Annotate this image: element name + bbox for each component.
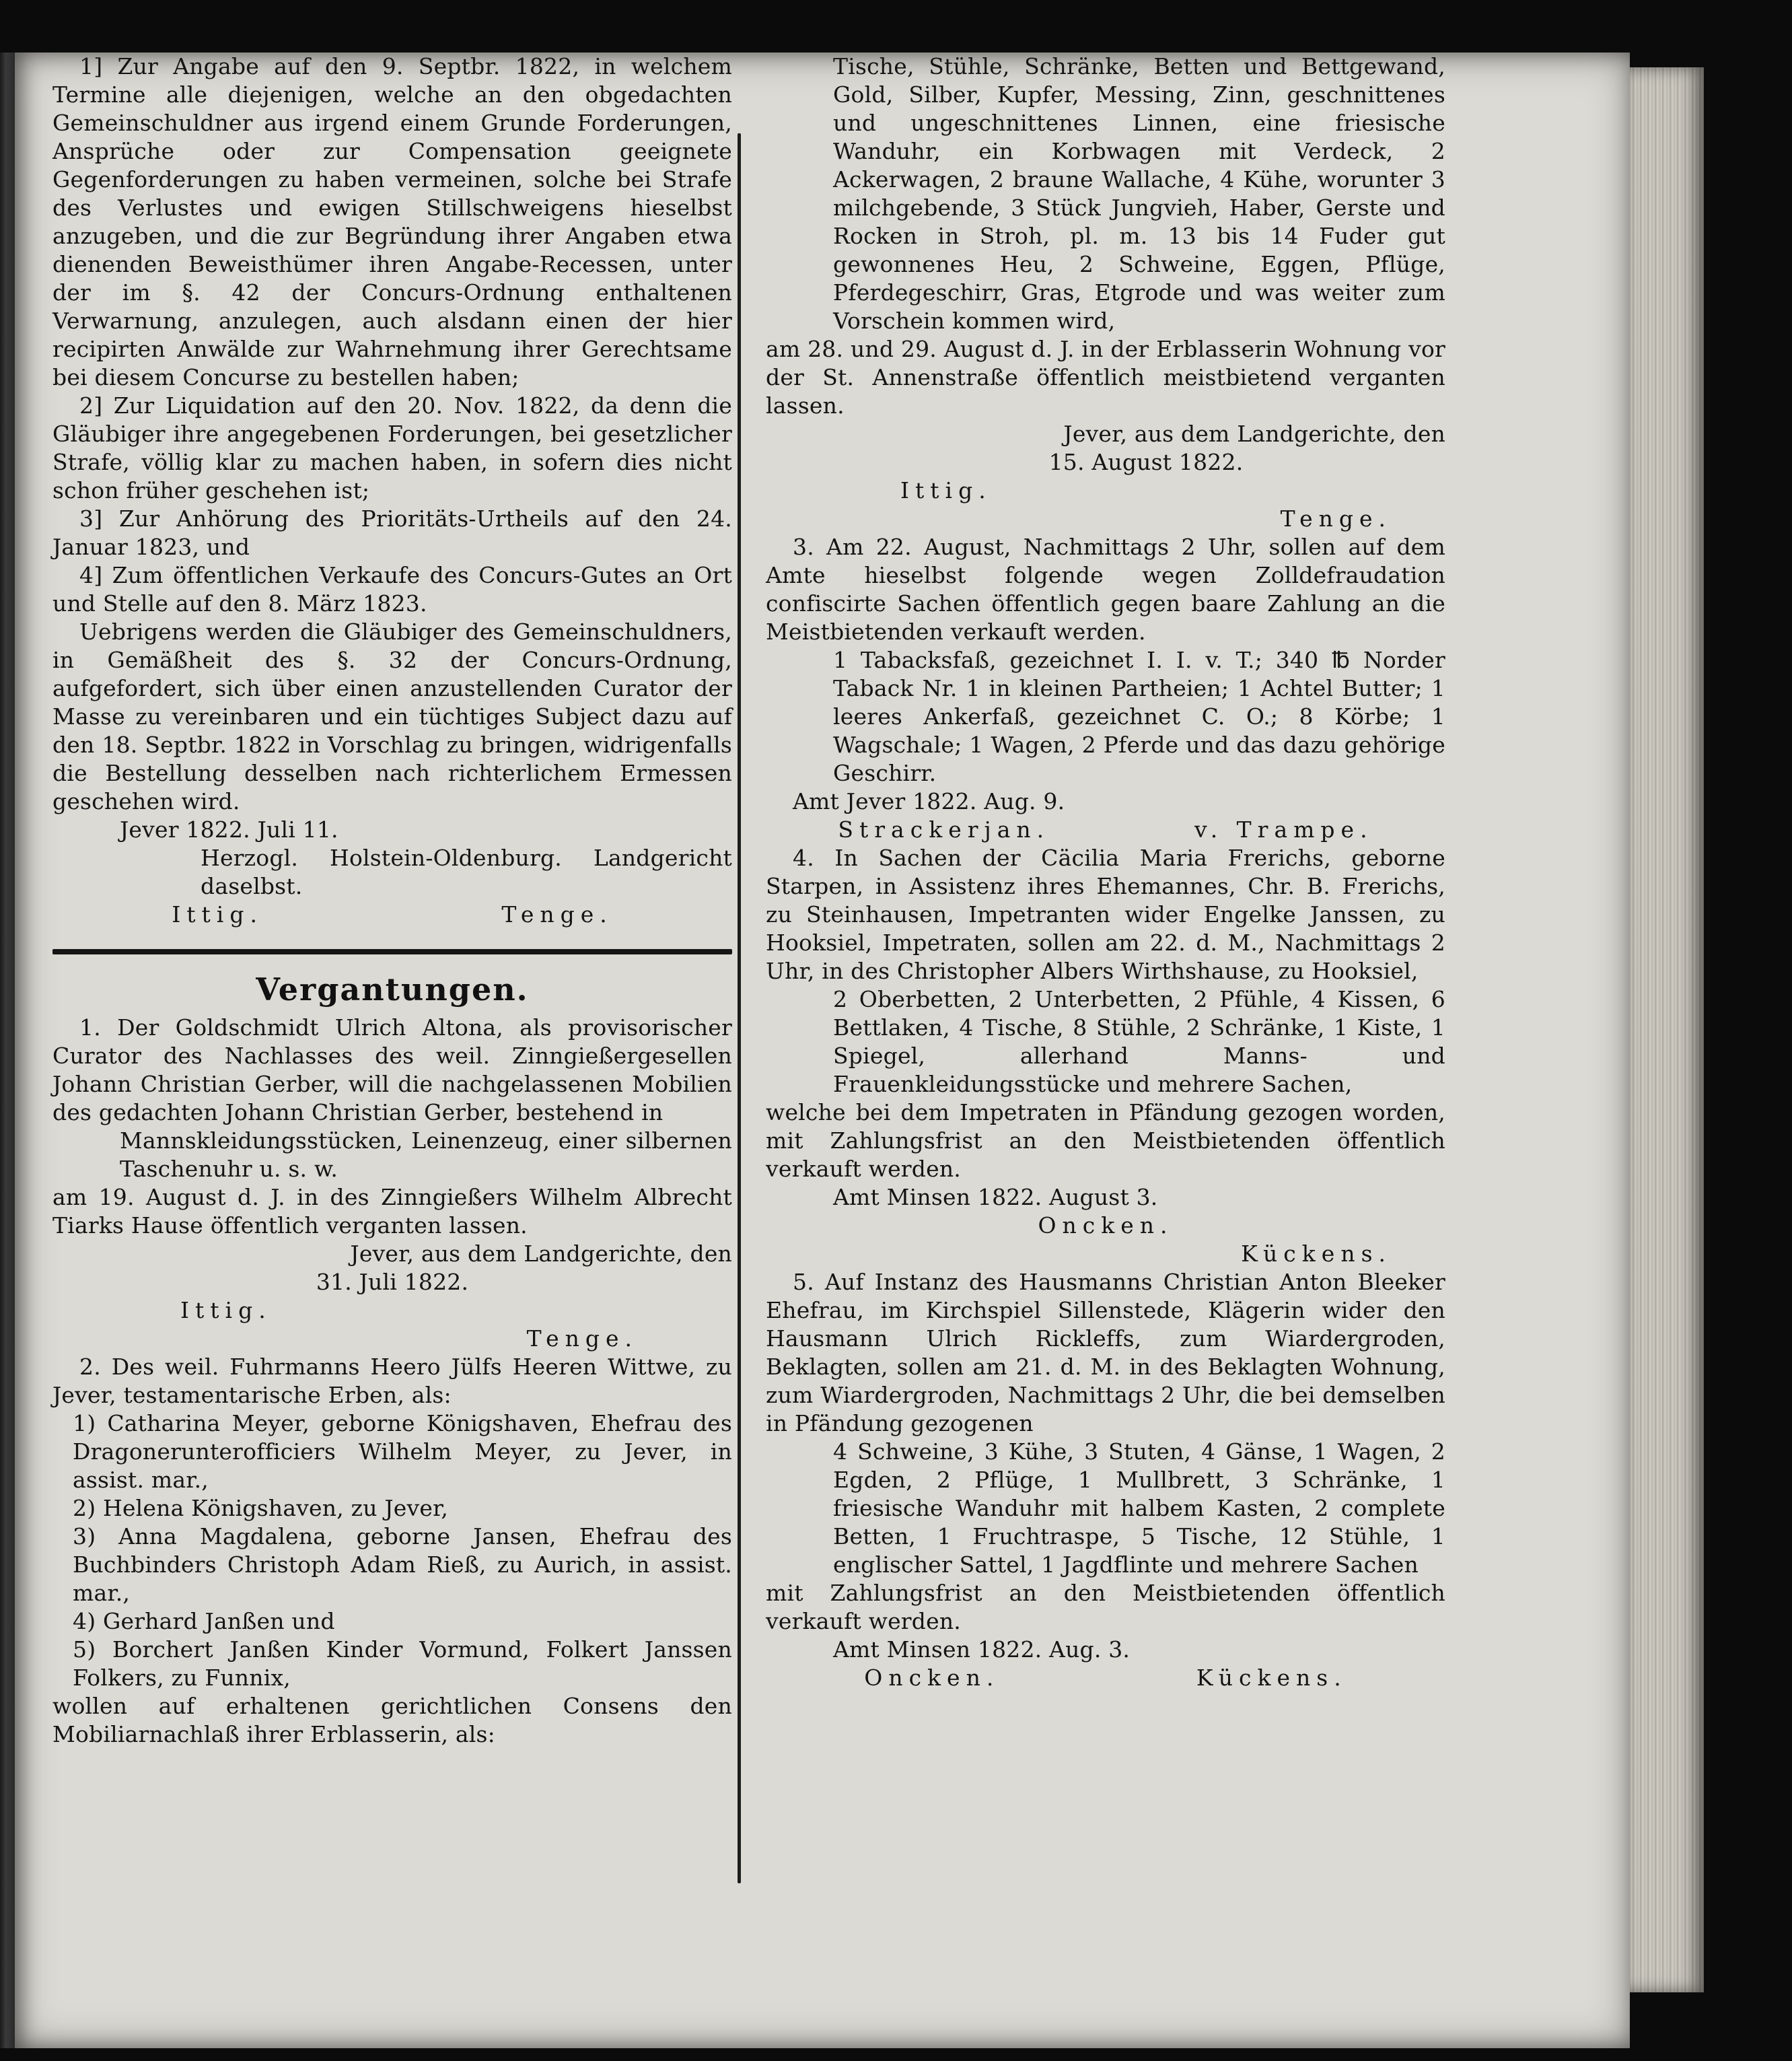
authority-line: Herzogl. Holstein-Oldenburg. Landgericht daselbst. (201, 845, 732, 899)
date-line: 31. Juli 1822. (316, 1269, 469, 1295)
paragraph: 1. Der Goldschmidt Ulrich Altona, als provisorischer Curator des Nachlasses des weil. Zinngießergesellen Johann Christian Gerber, will die nachgelassenen Mobilien des gedachten Johann Christian Gerber, bestehend in (52, 1014, 732, 1125)
item-list: 4 Schweine, 3 Kühe, 3 Stuten, 4 Gänse, 1 Wagen, 2 Egden, 2 Pflüge, 1 Mullbrett, 3 Schränke, 1 friesische Wanduhr mit halbem Kasten, 2 complete Betten, 1 Fruchtraspe, 5 Tische, 12 Stühle, 1 englischer Sattel, 1 Jagdflinte und mehrere Sachen (833, 1438, 1445, 1578)
heir-item: 5) Borchert Janßen Kinder Vormund, Folkert Janssen Folkers, zu Funnix, (73, 1636, 732, 1691)
paragraph: mit Zahlungsfrist an den Meistbietenden öffentlich verkauft werden. (766, 1580, 1445, 1634)
place-line: Amt Minsen 1822. August 3. (833, 1184, 1158, 1210)
right-column (766, 53, 1445, 1692)
left-column (52, 53, 732, 1749)
paragraph: am 28. und 29. August d. J. in der Erblasserin Wohnung vor der St. Annenstraße öffentlich meistbietend verganten lassen. (766, 336, 1445, 419)
place-line: Jever, aus dem Landgerichte, den (350, 1241, 732, 1267)
item-list: 1 Tabacksfaß, gezeichnet I. I. v. T.; 340 ℔ Norder Taback Nr. 1 in kleinen Partheien; 1 Achtel Butter; 1 leeres Ankerfaß, gezeichnet C. O.; 8 Körbe; 1 Wagschale; 1 Wagen, 2 Pferde und das dazu gehörige Geschirr. (833, 647, 1445, 786)
page-stack-edge (1630, 67, 1704, 1992)
paragraph: welche bei dem Impetraten in Pfändung gezogen worden, mit Zahlungsfrist an den Meistbietenden öffentlich verkauft werden. (766, 1099, 1445, 1182)
heir-item: 4) Gerhard Janßen und (73, 1608, 335, 1634)
column-divider (738, 133, 741, 1883)
signature: Ittig. (180, 1297, 272, 1323)
signature: Tenge. (1280, 505, 1392, 532)
paragraph: 1] Zur Angabe auf den 9. Septbr. 1822, in welchem Termine alle diejenigen, welche an den obgedachten Gemeinschuldner aus irgend einem Grunde Forderungen, Ansprüche oder zur Compensation geeignete Gegenforderungen zu haben vermeinen, solche bei Strafe des Verlustes und ewigen Stillschweigens hieselbst anzugeben, und die zur Begründung ihrer Angaben etwa dienenden Beweisthümer ihren Angabe-Recessen, unter der im §. 42 der Concurs-Ordnung enthaltenen Verwarnung, anzulegen, auch alsdann einen der hier recipirten Anwälde zur Wahrnehmung ihrer Gerechtsame bei diesem Concurse zu bestellen haben; (52, 53, 732, 390)
section-heading: Vergantungen. (256, 971, 529, 1008)
signature: Kückens. (1241, 1241, 1392, 1267)
document-page (15, 53, 1630, 2048)
item-list: Mannskleidungsstücken, Leinenzeug, einer silbernen Taschenuhr u. s. w. (120, 1127, 732, 1182)
paragraph: am 19. August d. J. in des Zinngießers Wilhelm Albrecht Tiarks Hause öffentlich verganten lassen. (52, 1184, 732, 1238)
signature: v. Trampe. (1194, 816, 1373, 843)
signature: Oncken. (864, 1665, 1000, 1691)
heir-item: 2) Helena Königshaven, zu Jever, (73, 1495, 449, 1521)
heir-item: 1) Catharina Meyer, geborne Königshaven, Ehefrau des Dragonerunterofficiers Wilhelm Meyer, zu Jever, in assist. mar., (73, 1410, 732, 1493)
place-line: Jever, aus dem Landgerichte, den (1063, 421, 1445, 447)
signature: Ittig. (172, 901, 263, 928)
place-line: Amt Minsen 1822. Aug. 3. (833, 1636, 1131, 1663)
previous-page-edge (0, 53, 15, 2048)
item-list: 2 Oberbetten, 2 Unterbetten, 2 Pfühle, 4 Kissen, 6 Bettlaken, 4 Tische, 8 Stühle, 2 Schränke, 1 Kiste, 1 Spiegel, allerhand Manns- und Frauenkleidungsstücke und mehrere Sachen, (833, 986, 1445, 1097)
paragraph: 2. Des weil. Fuhrmanns Heero Jülfs Heeren Wittwe, zu Jever, testamentarische Erben, als: (52, 1354, 732, 1408)
signature: Tenge. (501, 901, 613, 928)
item-list: Tische, Stühle, Schränke, Betten und Bettgewand, Gold, Silber, Kupfer, Messing, Zinn, geschnittenes und ungeschnittenes Linnen, eine friesische Wanduhr, ein Korbwagen mit Verdeck, 2 Ackerwagen, 2 braune Wallache, 4 Kühe, worunter 3 milchgebende, 3 Stück Jungvieh, Haber, Gerste und Rocken in Stroh, pl. m. 13 bis 14 Fuder gut gewonnenes Heu, 2 Schweine, Eggen, Pflüge, Pferdegeschirr, Gras, Etgrode und was weiter zum Vorschein kommen wird, (833, 53, 1445, 334)
place-date: Jever 1822. Juli 11. (120, 816, 338, 843)
paragraph: wollen auf erhaltenen gerichtlichen Consens den Mobiliarnachlaß ihrer Erblasserin, als: (52, 1693, 732, 1747)
paragraph: 2] Zur Liquidation auf den 20. Nov. 1822, da denn die Gläubiger ihre angegebenen Forderungen, bei gesetzlicher Strafe, völlig klar zu machen haben, in sofern dies nicht schon früher geschehen ist; (52, 392, 732, 503)
signature: Oncken. (1038, 1212, 1174, 1238)
paragraph: 3. Am 22. August, Nachmittags 2 Uhr, sollen auf dem Amte hieselbst folgende wegen Zolldefraudation confiscirte Sachen öffentlich gegen baare Zahlung an die Meistbietenden verkauft werden. (766, 534, 1445, 645)
paragraph: 4] Zum öffentlichen Verkaufe des Concurs-Gutes an Ort und Stelle auf den 8. März 1823. (52, 562, 732, 617)
signature: Ittig. (900, 477, 992, 503)
paragraph: 3] Zur Anhörung des Prioritäts-Urtheils auf den 24. Januar 1823, und (52, 505, 732, 560)
signature: Kückens. (1196, 1665, 1347, 1691)
signature: Tenge. (526, 1325, 638, 1352)
place-line: Amt Jever 1822. Aug. 9. (793, 788, 1065, 814)
paragraph: 5. Auf Instanz des Hausmanns Christian Anton Bleeker Ehefrau, im Kirchspiel Sillenstede, Klägerin wider den Hausmann Ulrich Rickleffs, zum Wiardergroden, Beklagten, sollen am 21. d. M. in des Beklagten Wohnung, zum Wiardergroden, Nachmittags 2 Uhr, die bei demselben in Pfändung gezogenen (766, 1269, 1445, 1436)
heir-item: 3) Anna Magdalena, geborne Jansen, Ehefrau des Buchbinders Christoph Adam Rieß, zu Aurich, in assist. mar., (73, 1523, 732, 1606)
date-line: 15. August 1822. (1048, 449, 1244, 475)
paragraph: 4. In Sachen der Cäcilia Maria Frerichs, geborne Starpen, in Assistenz ihres Ehemannes, Chr. B. Frerichs, zu Steinhausen, Impetranten wider Engelke Janssen, zu Hooksiel, Impetraten, sollen am 22. d. M., Nachmittags 2 Uhr, in des Christopher Albers Wirthshause, zu Hooksiel, (766, 845, 1445, 984)
section-rule (52, 949, 732, 954)
signature-row (52, 901, 732, 929)
signature: Strackerjan. (838, 816, 1050, 843)
signature-row (766, 1664, 1445, 1692)
signature-row (766, 816, 1445, 844)
paragraph: Uebrigens werden die Gläubiger des Gemeinschuldners, in Gemäßheit des §. 32 der Concurs-Ordnung, aufgefordert, sich über einen anzustellenden Curator der Masse zu vereinbaren und ein tüchtiges Subject dazu auf den 18. Septbr. 1822 in Vorschlag zu bringen, widrigenfalls die Bestellung desselben nach richterlichem Ermessen geschehen wird. (52, 619, 732, 814)
